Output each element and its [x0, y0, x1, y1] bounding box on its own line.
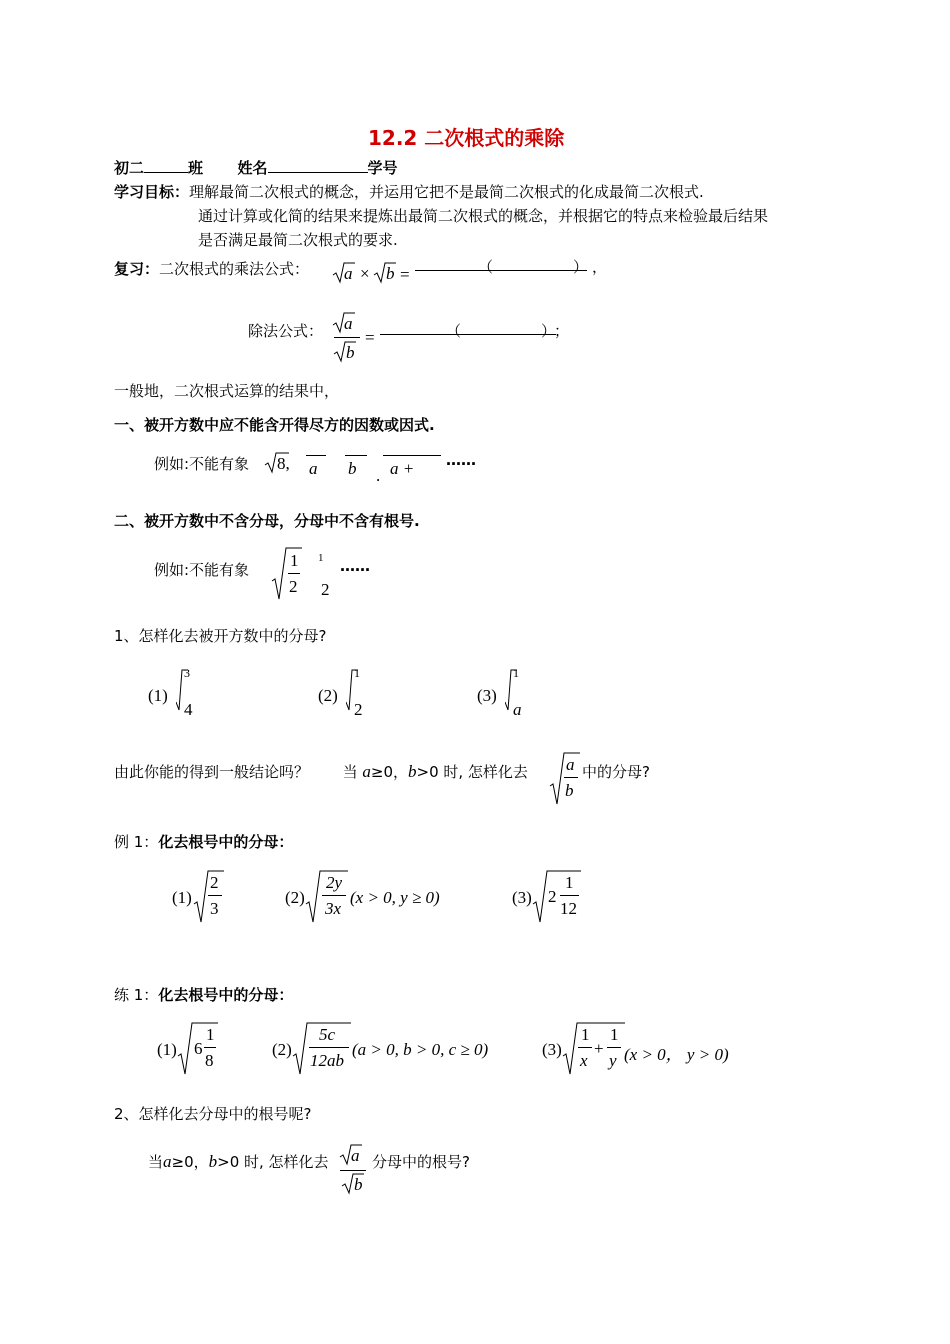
frac-one-den: 2	[321, 580, 330, 599]
ex1-item1-den: 3	[210, 899, 219, 918]
sqrt-a-radicand: a	[344, 264, 353, 283]
q1-item1-expr	[176, 668, 198, 718]
pr1-item3-cond: (x > 0， y > 0)	[624, 1045, 729, 1064]
pr1-item1-whole: 6	[194, 1039, 203, 1058]
equals-sign: =	[400, 265, 410, 284]
example1-label: 例 1：	[114, 833, 159, 851]
q2-frac-num: a	[351, 1146, 360, 1165]
goals-text-3: 是否满足最简二次根式的要求.	[198, 231, 398, 249]
div-formula-text: 除法公式：	[248, 322, 324, 340]
class-blank	[144, 158, 188, 173]
q1-item1-label: (1)	[148, 686, 168, 705]
q1-item2-bottom: 2	[354, 700, 363, 719]
q1-item3-expr	[505, 668, 527, 718]
div-semicolon: ；	[554, 322, 570, 340]
name-blank	[268, 158, 368, 173]
rule2-ellipsis: ……	[340, 557, 370, 575]
number-label: 学号	[367, 159, 398, 177]
ex1-item1-bar	[208, 895, 222, 896]
rule2-example-label: 例如:不能有象	[154, 561, 250, 579]
example-a-plus	[390, 459, 414, 479]
q1-item3-label: (3)	[477, 686, 497, 705]
conclusion-geq: ≥0，	[370, 763, 408, 781]
pr1-item1-bar	[204, 1047, 216, 1048]
q2-gt: >0 时, 怎样化去	[217, 1153, 329, 1171]
ex1-item3-den: 12	[560, 899, 577, 918]
overline-b	[345, 455, 367, 456]
ex1-item2-cond: (x > 0, y ≥ 0)	[350, 888, 440, 907]
pr1-item3-bar1	[578, 1047, 592, 1048]
q1-item2-label: (2)	[318, 686, 338, 705]
example-a-plus-text: a +	[390, 459, 415, 478]
mult-formula-text: 二次根式的乘法公式：	[159, 260, 310, 278]
sqrt-half-num: 1	[290, 551, 299, 570]
example-a: a	[309, 459, 318, 478]
q1-item1-bottom: 4	[184, 700, 193, 719]
sqrt-half-bar	[288, 573, 300, 574]
pr1-item3-d2: y	[609, 1051, 617, 1070]
conclusion-line	[114, 761, 528, 782]
sqrt-half-den: 2	[289, 577, 298, 596]
q2-b: b	[208, 1152, 218, 1171]
student-info-line	[114, 157, 398, 178]
ex1-item3-whole: 2	[548, 887, 557, 906]
conclusion-gt: >0 时, 怎样化去	[416, 763, 528, 781]
ex1-item2-num: 2y	[326, 873, 343, 892]
mult-comma: ，	[592, 258, 608, 276]
div-fraction-bar	[334, 337, 360, 338]
q1-heading: 1、怎样化去被开方数中的分母?	[114, 627, 327, 645]
conclusion-frac-num: a	[566, 755, 575, 774]
rule1-ellipsis: ……	[446, 451, 476, 469]
conclusion-text1: 由此你能的得到一般结论吗？	[114, 763, 310, 781]
q1-item1-top: 3	[184, 666, 190, 680]
q2-a: a	[163, 1152, 172, 1171]
name-label: 姓名	[237, 159, 268, 177]
div-equals-sign: =	[365, 328, 375, 347]
frac-one-num: 1	[318, 552, 324, 564]
overline-a-plus	[383, 455, 441, 456]
class-label: 班	[188, 159, 204, 177]
pr1-item1-label: (1)	[157, 1040, 177, 1059]
ex1-item2-bar	[322, 895, 346, 896]
rule2-heading: 二、被开方数中不含分母，分母中不含有根号.	[114, 512, 420, 530]
pr1-item2-num: 5c	[319, 1025, 336, 1044]
q2-heading: 2、怎样化去分母中的根号呢?	[114, 1105, 312, 1123]
q1-item3-bottom: a	[513, 700, 522, 719]
div-answer-blank[interactable]	[380, 320, 556, 335]
q1-item2-top: 1	[354, 666, 360, 680]
ex1-item1-num: 2	[210, 873, 219, 892]
q2-frac-den: b	[354, 1175, 363, 1194]
pr1-item1-den: 8	[205, 1051, 214, 1070]
conclusion-when: 当	[342, 763, 358, 781]
goals-text-2: 通过计算或化简的结果来提炼出最简二次根式的概念，并根据它的特点来检验最后结果	[198, 207, 769, 225]
example-dot: .	[376, 466, 381, 485]
mult-answer-blank[interactable]	[415, 256, 587, 271]
pr1-item3-n1: 1	[581, 1025, 590, 1044]
conclusion-frac-den: b	[565, 781, 574, 800]
div-den-radicand: b	[346, 343, 355, 362]
example1-heading: 化去根号中的分母：	[158, 833, 294, 851]
ex1-item3-label: (3)	[512, 888, 532, 907]
conclusion-text3: 中的分母?	[582, 763, 650, 781]
pr1-item2-bar	[309, 1047, 349, 1048]
page-title: 12.2 二次根式的乘除	[368, 126, 565, 150]
ex1-item2-label: (2)	[285, 888, 305, 907]
conclusion-b: b	[408, 762, 417, 781]
mult-paren-open: （	[478, 258, 494, 276]
grade-label: 初二	[114, 159, 145, 177]
example1-line	[114, 831, 293, 852]
practice1-line	[114, 984, 293, 1005]
practice1-heading: 化去根号中的分母：	[158, 986, 294, 1004]
example-b: b	[348, 459, 357, 478]
review-label: 复习：	[114, 260, 160, 278]
practice1-label: 练 1：	[114, 986, 159, 1004]
times-sign: ×	[360, 264, 370, 283]
q2-geq: ≥0，	[171, 1153, 209, 1171]
pr1-item3-bar2	[607, 1047, 621, 1048]
q2-frac-bar	[340, 1170, 366, 1171]
q1-item3-top: 1	[513, 666, 519, 680]
div-paren-close: ）	[541, 322, 557, 340]
sqrt-8-text: 8,	[277, 454, 290, 473]
conclusion-a: a	[362, 762, 371, 781]
rule1-example-label: 例如:不能有象	[154, 455, 250, 473]
ex1-item3-bar	[560, 895, 579, 896]
ex1-item2-den: 3x	[325, 899, 342, 918]
pr1-item2-den: 12ab	[310, 1051, 344, 1070]
ex1-item1-label: (1)	[172, 888, 192, 907]
pr1-item2-label: (2)	[272, 1040, 292, 1059]
q2-text2: 分母中的根号?	[372, 1153, 470, 1171]
goals-label: 学习目标：	[114, 183, 190, 201]
q1-item2-expr	[346, 668, 368, 718]
pr1-item3-n2: 1	[610, 1025, 619, 1044]
rule1-heading: 一、被开方数中应不能含开得尽方的因数或因式.	[114, 416, 435, 434]
ex1-item3-num: 1	[565, 873, 574, 892]
overline-a	[306, 455, 326, 456]
goals-text-1: 理解最简二次根式的概念，并运用它把不是最简二次根式的化成最简二次根式.	[189, 183, 704, 201]
general-statement: 一般地，二次根式运算的结果中，	[114, 382, 340, 400]
pr1-item2-cond: (a > 0, b > 0, c ≥ 0)	[352, 1040, 489, 1059]
sqrt-b-radicand: b	[386, 264, 395, 283]
pr1-item1-num: 1	[206, 1025, 215, 1044]
pr1-item3-d1: x	[580, 1051, 588, 1070]
pr1-item3-label: (3)	[542, 1040, 562, 1059]
review-line	[114, 258, 309, 279]
mult-paren-close: ）	[573, 258, 589, 276]
q2-when: 当	[148, 1153, 164, 1171]
pr1-item3-plus: +	[594, 1039, 604, 1058]
div-num-radicand: a	[344, 314, 353, 333]
conclusion-frac-bar	[564, 777, 578, 778]
learning-goals-line1	[114, 181, 704, 202]
div-paren-open: （	[446, 322, 462, 340]
q2-line	[148, 1151, 329, 1172]
